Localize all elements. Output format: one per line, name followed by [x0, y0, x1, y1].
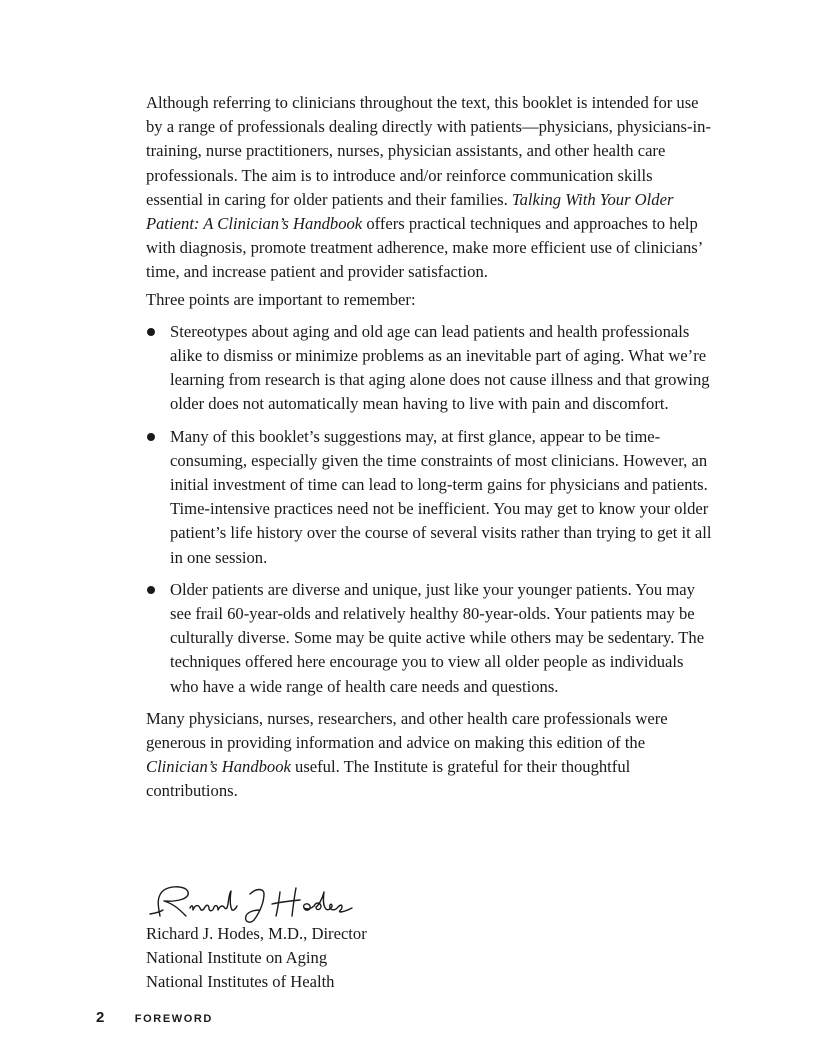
handwritten-signature: [146, 880, 361, 924]
handbook-title: Clinician’s Handbook: [146, 757, 291, 777]
signatory-name: Richard J. Hodes, M.D., Director: [146, 924, 367, 943]
closing-paragraph: [146, 707, 712, 804]
page-footer: [96, 1009, 213, 1027]
closing-text-continued: useful. The Institute is grateful for their thoughtful contributions.: [146, 757, 631, 801]
list-item-text: Many of this booklet’s suggestions may, at first glance, appear to be time-consuming, especially given the time constraints of most clinicians. However, an initial investment of time can lead to long-term gains for physicians and patients. Time-intensive practices need not be inefficient. You may get to know your older patient’s life history over the course of several visits rather than trying to get it all in one session.: [170, 426, 712, 567]
signature-block: [146, 922, 367, 995]
list-item: [146, 425, 712, 570]
foreword-body: [146, 91, 712, 804]
list-item: [146, 320, 712, 417]
points-intro: Three points are important to remember:: [146, 289, 416, 309]
intro-paragraph: [146, 91, 712, 285]
bullet-icon: [147, 328, 155, 336]
section-label: FOREWORD: [134, 1013, 213, 1025]
bullet-icon: [147, 433, 155, 441]
list-item-text: Older patients are diverse and unique, just like your younger patients. You may see frail 60-year-olds and relatively healthy 80-year-olds. Your patients may be culturally diverse. Some may be quite active while others may be sedentary. The techniques offered here encourage you to view all older people as individuals who have a wide range of health care needs and questions.: [170, 579, 705, 696]
signatory-organization: National Institute on Aging: [146, 948, 328, 968]
list-item: [146, 578, 712, 699]
closing-text: Many physicians, nurses, researchers, and other health care professionals were generous in providing information and advice on making this edition of the: [146, 708, 668, 753]
intro-text-continued: offers practical techniques and approaches to help with diagnosis, promote treatment adherence, make more efficient use of clinicians’ time, and increase patient and provider satisfaction.: [146, 214, 702, 282]
page-number: 2: [96, 1009, 105, 1026]
key-points-list: [146, 320, 712, 699]
list-item-text: Stereotypes about aging and old age can lead patients and health professionals alike to dismiss or minimize problems as an inevitable part of aging. What we’re learning from research is that aging alone does not cause illness and that growing older does not automatically mean having to live with pain and discomfort.: [170, 321, 710, 414]
book-title: Talking With Your Older Patient: A Clinician’s Handbook: [146, 189, 674, 234]
intro-text: Although referring to clinicians throughout the text, this booklet is intended for use by a range of professionals dealing directly with patients—physicians, physicians-in-training, nurse practitioners, nurses, physician assistants, and other health care professionals. The aim is to introduce and/or reinforce communication skills essential in caring for older patients and their families.: [146, 93, 711, 209]
signatory-parent-organization: National Institutes of Health: [146, 972, 335, 992]
bullet-icon: [147, 586, 155, 594]
